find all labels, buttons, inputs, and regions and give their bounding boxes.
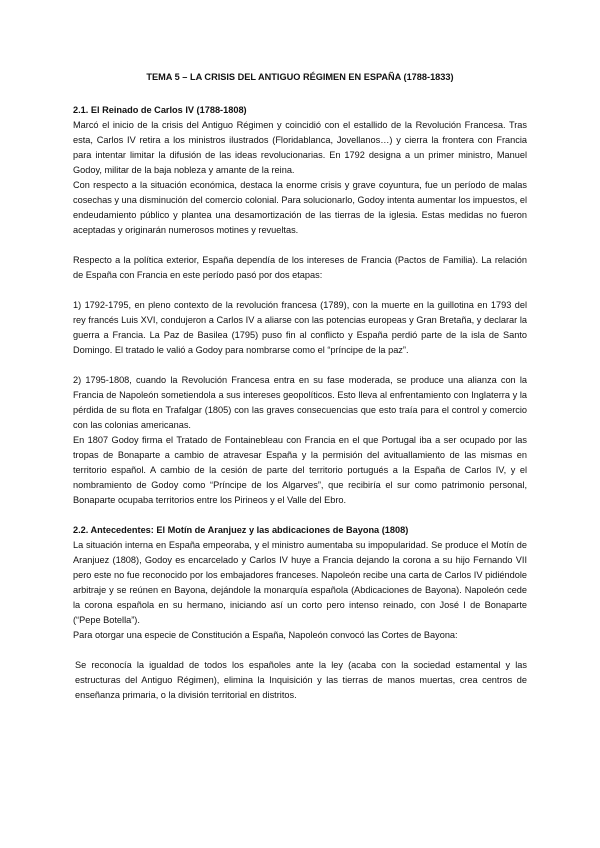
paragraph: 1) 1792-1795, en pleno contexto de la revolución francesa (1789), con la muerte en la guillotina en 1793 del rey francés Luis XVI, condujeron a Carlos IV a aliarse con las potencias europeas y Gran Bretaña, y declarar la guerra a Francia. La Paz de Basilea (1795) puso fin al conflicto y España perdió parte de la isla de Santo Domingo. El tratado le valió a Godoy para nombrarse como el “príncipe de la paz”. [73, 300, 527, 355]
paragraph: Respecto a la política exterior, España dependía de los intereses de Francia (Pactos de Familia). La relación de España con Francia en este período pasó por dos etapas: [73, 255, 527, 280]
document-title: TEMA 5 – LA CRISIS DEL ANTIGUO RÉGIMEN EN ESPAÑA (1788-1833) [146, 72, 454, 82]
section-heading-motin-aranjuez: 2.2. Antecedentes: El Motín de Aranjuez y las abdicaciones de Bayona (1808) [73, 525, 409, 535]
paragraph: Para otorgar una especie de Constitución a España, Napoleón convocó las Cortes de Bayona: [73, 630, 458, 640]
paragraph: Marcó el inicio de la crisis del Antiguo Régimen y coincidió con el estallido de la Revolución Francesa. Tras esta, Carlos IV retira a los ministros ilustrados (Floridablanca, Jovellanos…) y cierra la frontera con Francia para intentar limitar la difusión de las ideas revolucionarias. En 1792 designa a un primer ministro, Manuel Godoy, militar de la baja nobleza y amante de la reina. [73, 120, 527, 175]
document-page [73, 70, 527, 703]
paragraph: Se reconocía la igualdad de todos los españoles ante la ley (acaba con la sociedad estamental y las estructuras del Antiguo Régimen), elimina la Inquisición y las tierras de manos muertas, crea centros de enseñanza primaria, o la división territorial en distritos. [75, 660, 527, 700]
paragraph: Con respecto a la situación económica, destaca la enorme crisis y grave coyuntura, fue un período de malas cosechas y una disminución del comercio colonial. Para solucionarlo, Godoy intenta aumentar los impuestos, el endeudamiento público y plantea una desamortización de las tierras de la iglesia. Estas medidas no fueron aceptadas y originarán numerosos motines y revueltas. [73, 180, 528, 235]
paragraph: En 1807 Godoy firma el Tratado de Fontainebleau con Francia en el que Portugal iba a ser ocupado por las tropas de Bonaparte a cambio de atravesar España y la permisión del avituallamiento de las mismas en territorio español. A cambio de la cesión de parte del territorio portugués a la España de Carlos IV, y el nombramiento de Godoy como “Príncipe de los Algarves”, que recibiría el sur como patrimonio personal, Bonaparte ocupaba territorios entre los Pirineos y el Valle del Ebro. [73, 435, 527, 505]
section-heading-reinado-carlos-iv: 2.1. El Reinado de Carlos IV (1788-1808) [73, 105, 247, 115]
paragraph: 2) 1795-1808, cuando la Revolución Francesa entra en su fase moderada, se produce una alianza con la Francia de Napoleón sometiendola a sus intereses geopolíticos. Esto lleva al enfrentamiento con Inglaterra y la pérdida de su flota en Trafalgar (1805) con las graves consecuencias que esto traía para el control y comercio con las colonias americanas. [73, 375, 527, 430]
paragraph: La situación interna en España empeoraba, y el ministro aumentaba su impopularidad. Se produce el Motín de Aranjuez (1808), Godoy es encarcelado y Carlos IV huye a Francia dejando la corona a su hijo Fernando VII pero este no fue reconocido por los embajadores franceses. Napoleón recibe una carta de Carlos IV pidiéndole arbitraje y se reúnen en Bayona, dejándole la monarquía española (Abdicaciones de Bayona). Napoleón cede la corona española en su hermano, iniciando así un corto pero intenso reinado, con José I de Bonaparte (“Pepe Botella”). [73, 540, 527, 625]
